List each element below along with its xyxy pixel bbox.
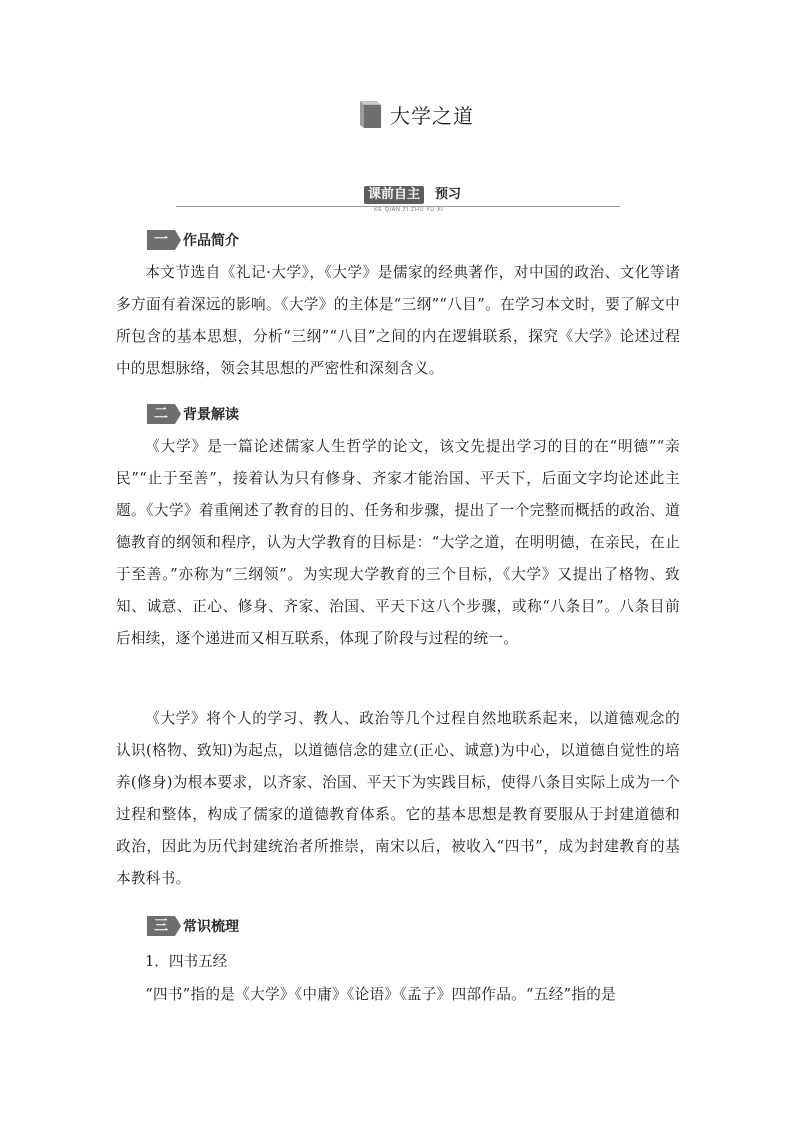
section-badge: 二 [147,404,175,424]
section-banner [176,186,620,212]
page-title: 大学之道 [390,103,474,128]
list-item-heading: 1．四书五经 [145,953,228,970]
section-title: 常识梳理 [183,919,239,935]
banner-label: 预习 [435,187,462,202]
paragraph: 《大学》是一篇论述儒家人生哲学的论文，该文先提出学习的目的在“明德”“亲民”“止于至善”，接着认为只有修身、齐家才能治国、平天下，后面文字均论述此主题。《大学》着重阐述了教育的目的、任务和步骤，提出了一个完整而概括的政治、道德教育的纲领和程序，认为大学教育的目标是：“大学之道，在明明德，在亲民，在止于至善。”亦称为“三纲领”。为实现大学教育的三个目标，《大学》又提出了格物、致知、诚意、正心、修身、齐家、治国、平天下这八个步骤，或称“八条目”。八条目前后相续，逐个递进而又相互联系，体现了阶段与过程的统一。 [116,438,680,647]
section-title: 背景解读 [183,407,239,423]
book-icon [358,99,382,129]
banner-pinyin: KE QIAN ZI ZHU YU XI [374,207,444,213]
section-header-3 [147,916,239,936]
section-header-2 [147,404,239,424]
paragraph: “四书”指的是《大学》《中庸》《论语》《孟子》四部作品。“五经”指的是 [145,986,617,1003]
banner-highlight: 课前自主 [364,186,424,204]
title-row [358,96,474,132]
section-badge: 一 [147,230,175,250]
section-badge: 三 [147,916,175,936]
section-header-1 [147,230,239,250]
section-title: 作品简介 [183,233,239,249]
paragraph: 本文节选自《礼记·大学》，《大学》是儒家的经典著作，对中国的政治、文化等诸多方面有着深远的影响。《大学》的主体是“三纲”“八目”。在学习本文时，要了解文中所包含的基本思想，分析“三纲”“八目”之间的内在逻辑联系，探究《大学》论述过程中的思想脉络，领会其思想的严密性和深刻含义。 [116,264,680,377]
paragraph: 《大学》将个人的学习、教人、政治等几个过程自然地联系起来，以道德观念的认识(格物、致知)为起点，以道德信念的建立(正心、诚意)为中心，以道德自觉性的培养(修身)为根本要求，以齐家、治国、平天下为实践目标，使得八条目实际上成为一个过程和整体，构成了儒家的道德教育体系。它的基本思想是教育要服从于封建道德和政治，因此为历代封建统治者所推崇，南宋以后，被收入“四书”，成为封建教育的基本教科书。 [116,710,680,887]
